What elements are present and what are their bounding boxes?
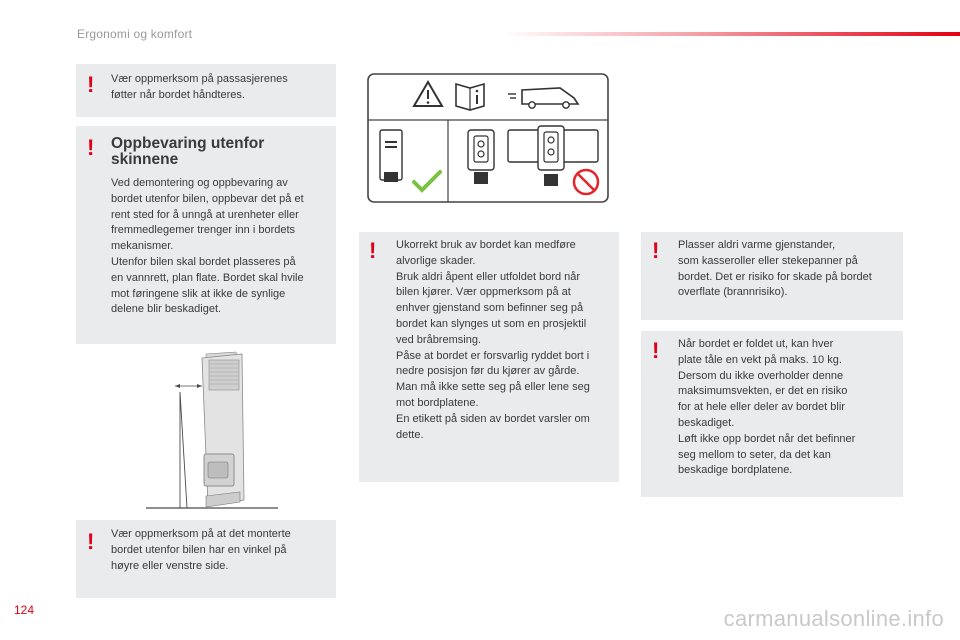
warning-label-illustration <box>360 68 610 208</box>
warning-mark: ! <box>87 529 95 554</box>
watermark: carmanualsonline.info <box>723 606 944 631</box>
storage-text: Ved demontering og oppbevaring av bordet utenfor bilen, oppbevar det på et rent sted for å unngå at urenheter eller fremmedlegemer trenger inn i bordets mekanismer. Utenfor bilen skal bordet plasseres på en vannrett, plan flate. Bordet skal hvile mot føringene slik at ikke de synlige delene blir beskadiget. <box>111 177 304 316</box>
warning-text-feet: Vær oppmerksom på passasjerenes føtter når bordet håndteres. <box>111 73 288 101</box>
table-side-illustration <box>140 350 285 515</box>
warning-mark: ! <box>369 238 377 263</box>
warning-mark: ! <box>652 238 660 263</box>
warning-text-misuse: Ukorrekt bruk av bordet kan medføre alvorlige skader. Bruk aldri åpent eller utfoldet bord når bilen kjører. Vær oppmerksom på at enhver gjenstand som befinner seg på bordet kan slynges ut som en prosjektil ved bråbremsing. Påse at bordet er forsvarlig ryddet bort i nedre posisjon før du kjører av gårde. Man må ikke sette seg på eller lene seg mot bordplatene. En etikett på siden av bordet varsler om dette. <box>396 239 590 441</box>
warning-mark: ! <box>87 72 95 97</box>
warning-text-hot-objects: Plasser aldri varme gjenstander, som kasseroller eller stekepanner på bordet. Det er risiko for skade på bordet overflate (brannrisiko). <box>678 239 872 299</box>
warning-text-weight: Når bordet er foldet ut, kan hver plate tåle en vekt på maks. 10 kg. Dersom du ikke overholder denne maksimumsvekten, er det en risiko for at hele eller deler av bordet blir beskadiget. Løft ikke opp bordet når det befinner seg mellom to seter, da det kan beskadige bordplatene. <box>678 338 856 477</box>
page-number: 124 <box>14 603 35 617</box>
warning-mark: ! <box>652 338 660 363</box>
warning-mark: ! <box>87 135 95 160</box>
header-accent-bar <box>500 32 960 36</box>
warning-text-angle: Vær oppmerksom på at det monterte bordet utenfor bilen har en vinkel på høyre eller venstre side. <box>111 528 291 572</box>
storage-heading: Oppbevaring utenfor skinnene <box>111 135 265 168</box>
section-title: Ergonomi og komfort <box>77 27 193 41</box>
